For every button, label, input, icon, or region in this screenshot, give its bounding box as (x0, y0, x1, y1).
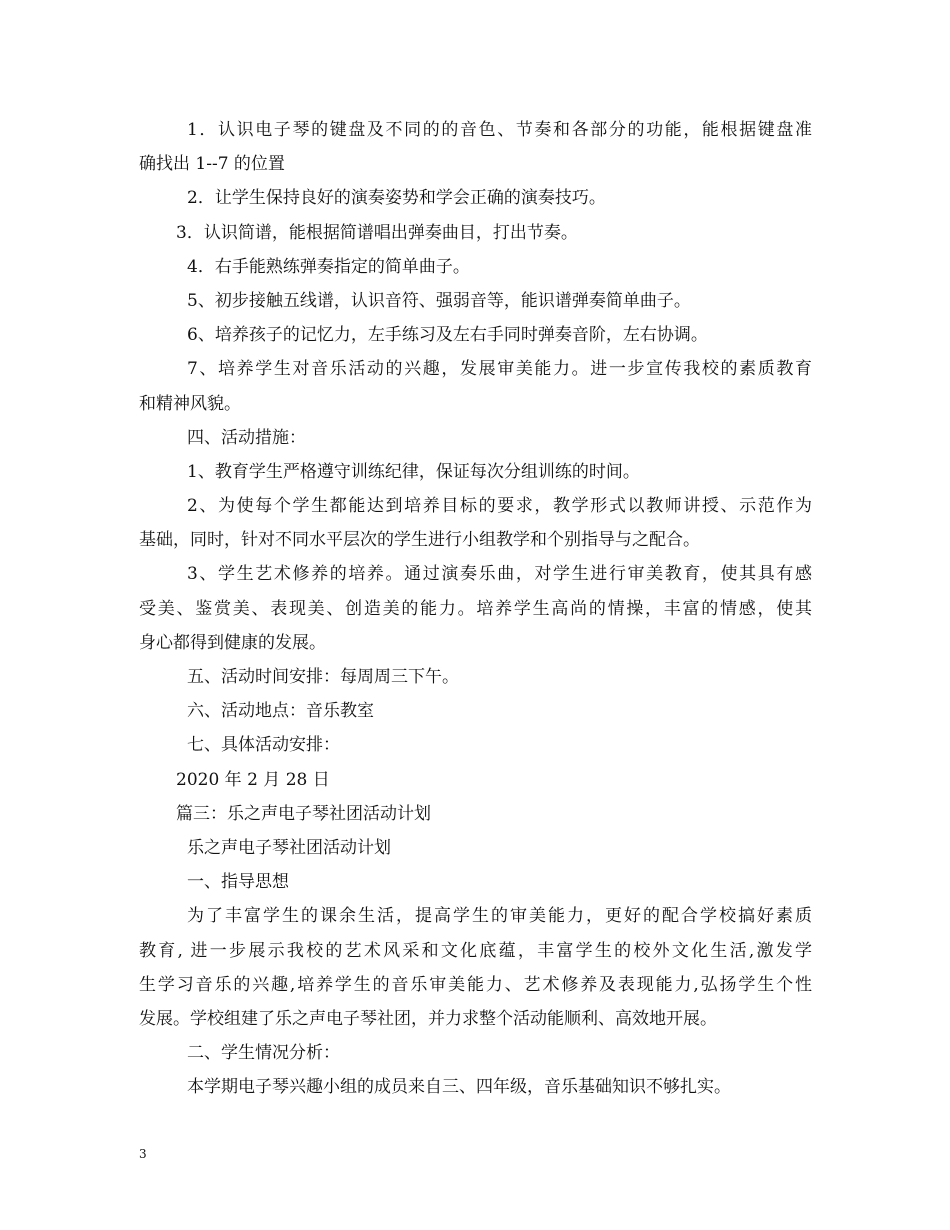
document-title: 乐之声电子琴社团活动计划 (187, 837, 391, 858)
text-line: 基础，同时，针对不同水平层次的学生进行小组教学和个别指导与之配合。 (139, 530, 700, 551)
text-line: 发展。学校组建了乐之声电子琴社团，并力求整个活动能顺利、高效地开展。 (139, 1008, 717, 1029)
text-line: 2．让学生保持良好的演奏姿势和学会正确的演奏技巧。 (187, 188, 606, 209)
section-heading: 一、指导思想 (187, 872, 289, 893)
text-line: 为了丰富学生的课余生活，提高学生的审美能力，更好的配合学校搞好素质 (187, 906, 812, 927)
text-line: 身心都得到健康的发展。 (139, 632, 326, 653)
document-body (139, 113, 812, 1104)
text-line: 6、培养孩子的记忆力，左手练习及左右手同时弹奏音阶，左右协调。 (187, 325, 708, 346)
text-line: 7、培养学生对音乐活动的兴趣，发展审美能力。进一步宣传我校的素质教育 (187, 359, 812, 380)
text-line: 1、教育学生严格遵守训练纪律，保证每次分组训练的时间。 (187, 461, 640, 482)
page-number: 3 (139, 1147, 147, 1161)
text-line: 确找出 1--7 的位置 (139, 154, 285, 175)
text-line: 2、为使每个学生都能达到培养目标的要求，教学形式以教师讲授、示范作为 (187, 496, 812, 517)
section-heading: 六、活动地点：音乐教室 (187, 701, 374, 722)
chapter-title: 篇三：乐之声电子琴社团活动计划 (176, 803, 431, 824)
text-line: 4．右手能熟练弹奏指定的简单曲子。 (187, 256, 470, 277)
text-line: 1．认识电子琴的键盘及不同的的音色、节奏和各部分的功能，能根据键盘准 (187, 120, 812, 140)
text-line: 3、学生艺术修养的培养。通过演奏乐曲，对学生进行审美教育，使其具有感 (187, 564, 812, 585)
text-line: 教育, 进一步展示我校的艺术风采和文化底蕴，丰富学生的校外文化生活,激发学 (139, 940, 812, 961)
text-line: 和精神风貌。 (139, 393, 241, 414)
section-heading: 五、活动时间安排：每周周三下午。 (187, 667, 459, 687)
text-line: 受美、鉴赏美、表现美、创造美的能力。培养学生高尚的情操，丰富的情感，使其 (139, 598, 812, 619)
section-heading: 四、活动措施： (187, 427, 306, 448)
text-line: 3．认识简谱，能根据简谱唱出弹奏曲目，打出节奏。 (176, 222, 578, 243)
text-line: 本学期电子琴兴趣小组的成员来自三、四年级，音乐基础知识不够扎实。 (187, 1077, 731, 1098)
text-line: 生学习音乐的兴趣,培养学生的音乐审美能力、艺术修养及表现能力,弘扬学生个性 (139, 974, 812, 995)
section-heading: 七、具体活动安排： (187, 735, 340, 756)
text-line: 5、初步接触五线谱，认识音符、强弱音等，能识谱弹奏简单曲子。 (187, 290, 691, 311)
section-heading: 二、学生情况分析： (187, 1043, 340, 1064)
date-line: 2020 年 2 月 28 日 (176, 769, 330, 790)
